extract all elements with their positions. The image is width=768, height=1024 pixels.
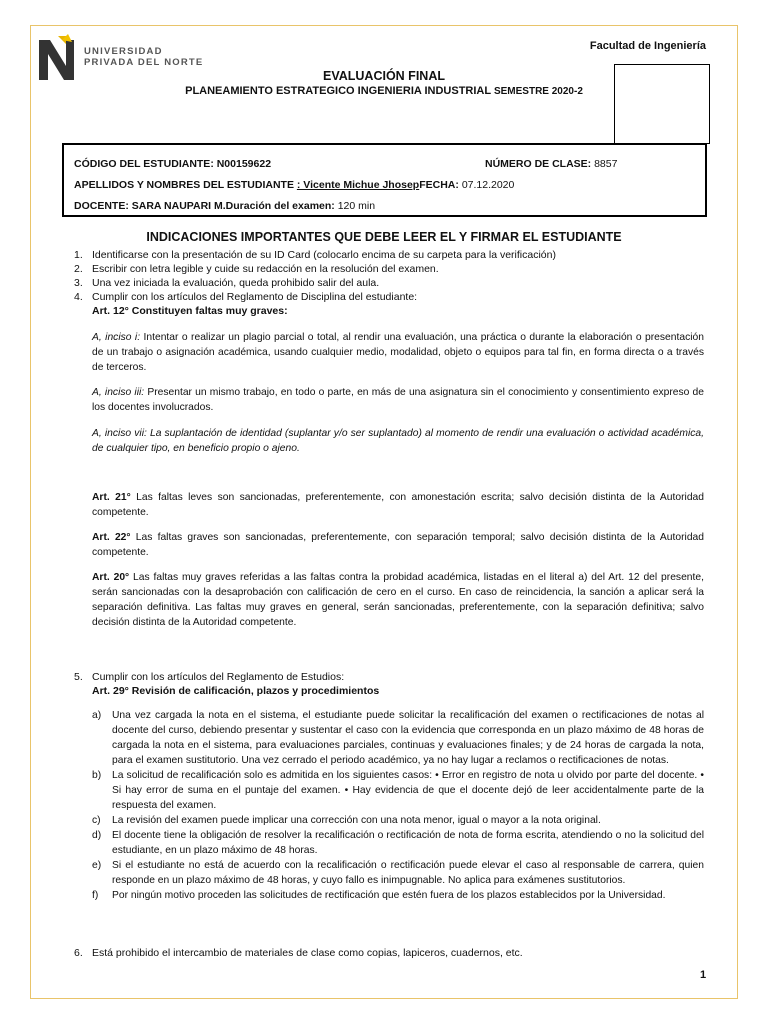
art29-item: c) La revisión del examen puede implicar una corrección con una nota menor, igual o mayor a la nota original. [92,815,601,826]
art21: Art. 21° Las faltas leves son sancionadas, preferentemente, con amonestación escrita; salvo decisión distinta de la Autoridad competente. [92,492,704,518]
art29-list [92,708,704,903]
list-item: Escribir con letra legible y cuide su redacción en la resolución del examen. [92,263,439,275]
art29-item: e) Si el estudiante no está de acuerdo con la recalificación o rectificación puede elevar el caso al responsable de carrera, quien responde en un plazo máximo de 48 horas, y cuyo fallo es inimpugnable. No aplica para exámenes sustitutorios. [92,860,704,886]
class-number: NÚMERO DE CLASE: 8857 [485,158,618,170]
art29-title: Art. 29° Revisión de calificación, plazos y procedimientos [92,685,380,697]
student-info-box [62,143,707,217]
logo-text: UNIVERSIDAD PRIVADA DEL NORTE [84,46,204,68]
faculty-label: Facultad de Ingeniería [589,40,706,52]
art29-item: f) Por ningún motivo proceden las solicitudes de rectificación que estén fuera de los plazos establecidos por la Universidad. [92,890,666,901]
exam-subtitle: PLANEAMIENTO ESTRATEGICO INGENIERIA INDUSTRIAL SEMESTRE 2020-2 [185,85,583,97]
art12-inciso-vii: A, inciso vii: La suplantación de identidad (suplantar y/o ser suplantado) al momento de rendir una evaluación o actividad académica, de cualquier tipo, en beneficio propio o ajeno. [92,428,704,454]
art12-inciso-iii: A, inciso iii: Presentar un mismo trabajo, en todo o parte, en más de una asignatura sin el conocimiento y consentimiento expreso de los docentes involucrados. [92,387,704,413]
art22: Art. 22° Las faltas graves son sancionadas, preferentemente, con separación temporal; salvo decisión distinta de la Autoridad competente. [92,532,704,558]
page-number: 1 [700,969,707,981]
list-item: Cumplir con los artículos del Reglamento de Disciplina del estudiante: [92,291,418,303]
teacher-info: DOCENTE: SARA NAUPARI M.Duración del examen: 120 min [74,200,376,212]
art12-title: Art. 12° Constituyen faltas muy graves: [92,305,288,317]
art29-item: d) El docente tiene la obligación de resolver la recalificación o rectificación de nota de forma escrita, atendiendo o no la solicitud del estudiante, en un plazo máximo de 48 horas. [92,830,704,856]
instructions-heading: INDICACIONES IMPORTANTES QUE DEBE LEER EL Y FIRMAR EL ESTUDIANTE [146,230,622,244]
list-item: Está prohibido el intercambio de materiales de clase como copias, lapiceros, cuadernos, etc. [92,947,523,959]
list-item: Una vez iniciada la evaluación, queda prohibido salir del aula. [92,277,380,289]
art20: Art. 20° Las faltas muy graves referidas a las faltas contra la probidad académica, listadas en el literal a) del Art. 12 del presente, serán sancionadas con la desaprobación con calificación de cero en el curso. En caso de reincidencia, la sanción a aplicar será la separación definitiva. Las faltas muy graves en general, serán sancionadas, preferentemente, con la separación definitiva; salvo decisión distinta de la Autoridad competente. [92,572,704,628]
art12-inciso-i: A, inciso i: Intentar o realizar un plagio parcial o total, al rendir una evaluación, una práctica o durante la elaboración o presentación de un trabajo o asignación académica, usando cualquier medio, modalidad, objeto o equipos para tal fin, en forma directa o a través de terceros. [92,332,704,373]
art29-item: a) Una vez cargada la nota en el sistema, el estudiante puede solicitar la recalificación del examen o rectificaciones de notas al docente del curso, debiendo presentar y sustentar el caso con la evidencia que corresponda en un plazo máximo de 48 horas de cargada la nota en el sistema, para evaluaciones parciales, continuas y evaluaciones finales; y de 24 horas de cargada la nota, para el examen sustitutorio. Una vez cerrado el periodo académico, ya no hay lugar a reclamos o rectificaciones de notas. [92,710,704,766]
list-item: Cumplir con los artículos del Reglamento de Estudios: [92,671,345,683]
exam-title: EVALUACIÓN FINAL [323,69,445,83]
art29-item: b) La solicitud de recalificación solo es admitida en los siguientes casos: • Error en registro de nota u olvido por parte del docente. • Si hay error de suma en el puntaje del examen. • Hay evidencia de que el docente dejó de leer accidentalmente parte de la respuesta del examen. [92,770,704,811]
list-item: Identificarse con la presentación de su ID Card (colocarlo encima de su carpeta para la verificación) [92,249,556,261]
student-name: APELLIDOS Y NOMBRES DEL ESTUDIANTE : Vicente Michue JhosepFECHA: 07.12.2020 [74,179,515,191]
student-code: CÓDIGO DEL ESTUDIANTE: N00159622 [74,158,272,170]
